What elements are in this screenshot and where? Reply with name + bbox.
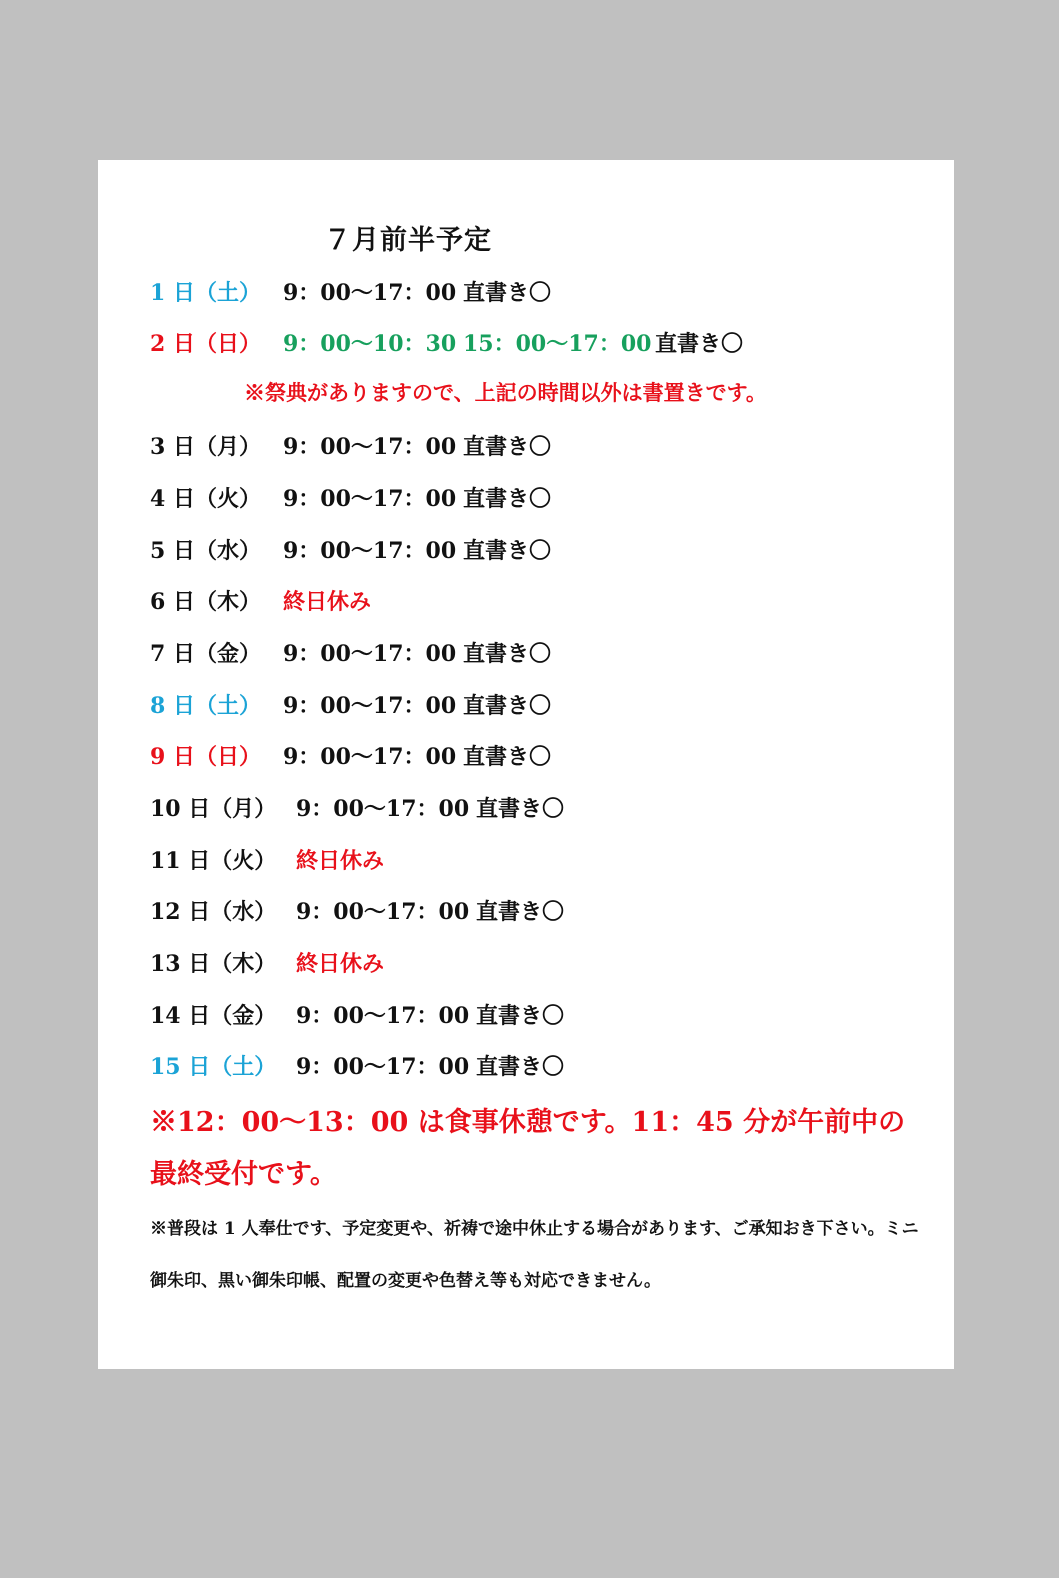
- row-hours-afternoon: 15：00〜17：00: [463, 331, 652, 357]
- schedule-paper: [98, 160, 954, 1369]
- row-hours: 9：00〜17：00: [283, 693, 457, 719]
- row-hours: 9：00〜17：00: [283, 538, 457, 564]
- row-hours: 9：00〜17：00: [283, 641, 457, 667]
- row-hours: 9：00〜17：00: [283, 434, 457, 460]
- row-date: 10 日（月）: [150, 796, 277, 822]
- row-date: 11 日（火）: [150, 848, 277, 874]
- row-hours: 9：00〜17：00: [296, 1003, 470, 1029]
- row-date: 8 日（土）: [150, 693, 261, 719]
- row-hours: 9：00〜17：00: [283, 280, 457, 306]
- row-date: 12 日（水）: [150, 899, 277, 925]
- row-date: 7 日（金）: [150, 641, 261, 667]
- row-date: 14 日（金）: [150, 1003, 277, 1029]
- row-date: 3 日（月）: [150, 434, 261, 460]
- row-status: 直書き〇: [476, 796, 565, 822]
- row-date: 1 日（土）: [150, 280, 261, 306]
- row-hours: 9：00〜17：00: [283, 486, 457, 512]
- row-status: 直書き〇: [463, 280, 552, 306]
- row-closed: 終日休み: [283, 589, 372, 615]
- row-hours: 9：00〜17：00: [296, 899, 470, 925]
- row-hours: 9：00〜17：00: [296, 796, 470, 822]
- row-status: 直書き〇: [476, 1003, 565, 1029]
- row-status: 直書き〇: [655, 331, 744, 357]
- row-status: 直書き〇: [463, 538, 552, 564]
- festival-note: ※祭典がありますので、上記の時間以外は書置きです。: [244, 380, 767, 405]
- row-date: 5 日（水）: [150, 538, 261, 564]
- lunch-break-note: ※12：00〜13：00 は食事休憩です。11：45 分が午前中の最終受付です。: [150, 1107, 906, 1190]
- row-hours: 9：00〜17：00: [296, 1054, 470, 1080]
- row-date: 4 日（火）: [150, 486, 261, 512]
- row-status: 直書き〇: [476, 899, 565, 925]
- row-hours-morning: 9：00〜10：30: [283, 331, 457, 357]
- row-status: 直書き〇: [463, 641, 552, 667]
- general-notice: ※普段は 1 人奉仕です、予定変更や、祈祷で途中休止する場合があります、ご承知おき下さい。ミニ御朱印、黒い御朱印帳、配置の変更や色替え等も対応できません。: [150, 1219, 919, 1291]
- row-date: 9 日（日）: [150, 744, 261, 770]
- row-date: 15 日（土）: [150, 1054, 277, 1080]
- row-closed: 終日休み: [296, 848, 385, 874]
- page-title: ７月前半予定: [324, 225, 492, 256]
- row-status: 直書き〇: [476, 1054, 565, 1080]
- row-closed: 終日休み: [296, 951, 385, 977]
- row-status: 直書き〇: [463, 486, 552, 512]
- row-status: 直書き〇: [463, 693, 552, 719]
- row-date: 13 日（木）: [150, 951, 277, 977]
- row-date: 6 日（木）: [150, 589, 261, 615]
- row-hours: 9：00〜17：00: [283, 744, 457, 770]
- row-date: 2 日（日）: [150, 331, 261, 357]
- row-status: 直書き〇: [463, 744, 552, 770]
- row-status: 直書き〇: [463, 434, 552, 460]
